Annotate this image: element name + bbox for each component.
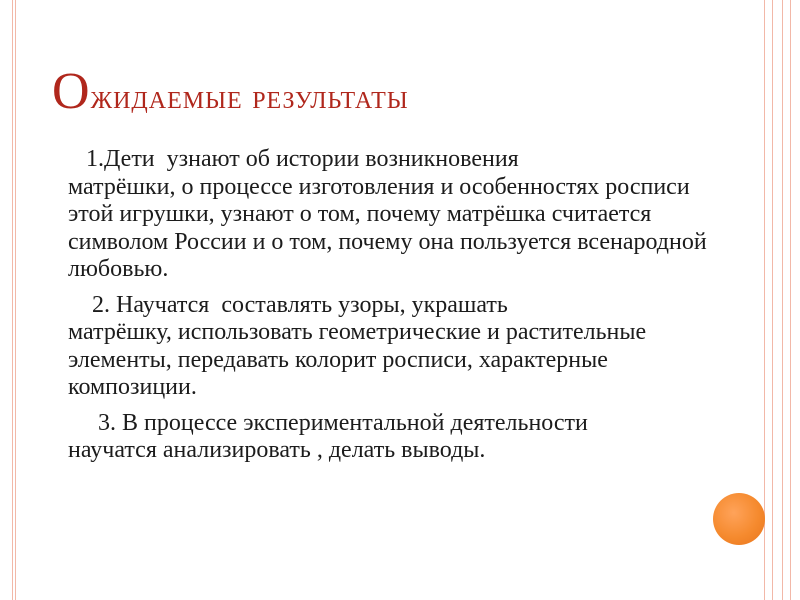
frame-right-line [782, 0, 783, 600]
result-item-2-text: матрёшку, использовать геометрические и растительные элементы, передавать колорит росписи, характерные композиции. [68, 319, 647, 400]
result-item-3 [68, 410, 708, 465]
decorative-orange-circle [713, 493, 765, 545]
result-item-3-text: научатся анализировать , делать выводы. [68, 437, 486, 463]
slide-body [68, 146, 708, 473]
result-item-1-first-line: 1.Дети узнают об истории возникновения [68, 146, 519, 172]
result-item-2-first-line: 2. Научатся составлять узоры, украшать [68, 291, 508, 318]
title-rest: жидаемые результаты [90, 79, 409, 116]
frame-right-line [772, 0, 773, 600]
result-item-1-text: матрёшки, о процессе изготовления и особенностях росписи этой игрушки, узнают о том, почему матрёшка считается символом России и о том, почему она пользуется всенародной любовью. [68, 173, 707, 282]
result-item-2 [68, 292, 708, 402]
title-initial: О [52, 63, 91, 120]
slide-title [52, 62, 409, 121]
frame-right-line [764, 0, 765, 600]
frame-right-line [790, 0, 791, 600]
result-item-3-first-line: 3. В процессе экспериментальной деятельности [68, 409, 588, 436]
frame-left-line [12, 0, 16, 600]
result-item-1 [68, 146, 708, 284]
